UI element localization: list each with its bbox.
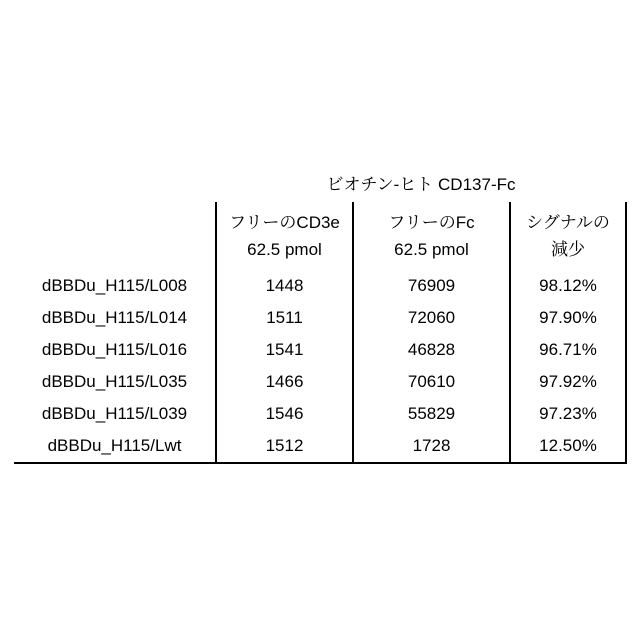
header-free-cd3e	[216, 202, 353, 270]
cell-signal-reduction: 98.12%	[510, 270, 626, 302]
header-blank-sample	[14, 202, 216, 270]
header-free-fc	[353, 202, 510, 270]
cell-free-cd3e: 1512	[216, 430, 353, 463]
cell-free-cd3e: 1466	[216, 366, 353, 398]
cell-sample-name: dBBDu_H115/L016	[41, 340, 188, 360]
header-free-fc-line2: 62.5 pmol	[394, 239, 469, 259]
cell-sample-name: dBBDu_H115/Lwt	[14, 430, 216, 463]
table-header	[14, 168, 626, 270]
cell-signal-reduction: 96.71%	[510, 334, 626, 366]
table-row	[14, 398, 626, 430]
cell-free-fc: 1728	[353, 430, 510, 463]
cell-signal-reduction: 12.50%	[510, 430, 626, 463]
header-free-fc-line1: フリーのFc	[388, 213, 475, 233]
table-row	[14, 430, 626, 463]
table-row	[14, 302, 626, 334]
header-free-cd3e-line2: 62.5 pmol	[247, 239, 322, 259]
data-table-container	[14, 168, 626, 464]
table-header-group-row	[14, 168, 626, 202]
cell-signal-reduction: 97.23%	[510, 398, 626, 430]
cell-sample-name: dBBDu_H115/L035	[41, 372, 188, 392]
table-row	[14, 270, 626, 302]
table-header-sub-row	[14, 202, 626, 270]
cell-free-cd3e: 1511	[216, 302, 353, 334]
cell-signal-reduction: 97.90%	[510, 302, 626, 334]
cell-free-cd3e: 1448	[216, 270, 353, 302]
cell-free-fc: 46828	[353, 334, 510, 366]
header-group-biotin-cd137fc: ビオチン-ヒト CD137-Fc	[326, 175, 516, 195]
cell-signal-reduction: 97.92%	[510, 366, 626, 398]
table-row	[14, 334, 626, 366]
results-table	[14, 168, 627, 464]
cell-sample-name: dBBDu_H115/L039	[41, 404, 188, 424]
header-free-cd3e-line1: フリーのCD3e	[229, 213, 340, 233]
cell-sample-name: dBBDu_H115/L008	[41, 276, 188, 296]
cell-free-fc: 70610	[353, 366, 510, 398]
cell-free-cd3e: 1541	[216, 334, 353, 366]
cell-free-fc: 76909	[353, 270, 510, 302]
cell-free-fc: 72060	[353, 302, 510, 334]
cell-free-fc: 55829	[353, 398, 510, 430]
header-corner-blank	[14, 168, 216, 202]
cell-free-cd3e: 1546	[216, 398, 353, 430]
header-signal-reduction	[510, 202, 626, 270]
table-row	[14, 366, 626, 398]
header-signal-reduction-line1: シグナルの	[526, 213, 610, 233]
cell-sample-name: dBBDu_H115/L014	[41, 308, 188, 328]
header-signal-reduction-line2: 減少	[551, 239, 585, 259]
table-body	[14, 270, 626, 463]
